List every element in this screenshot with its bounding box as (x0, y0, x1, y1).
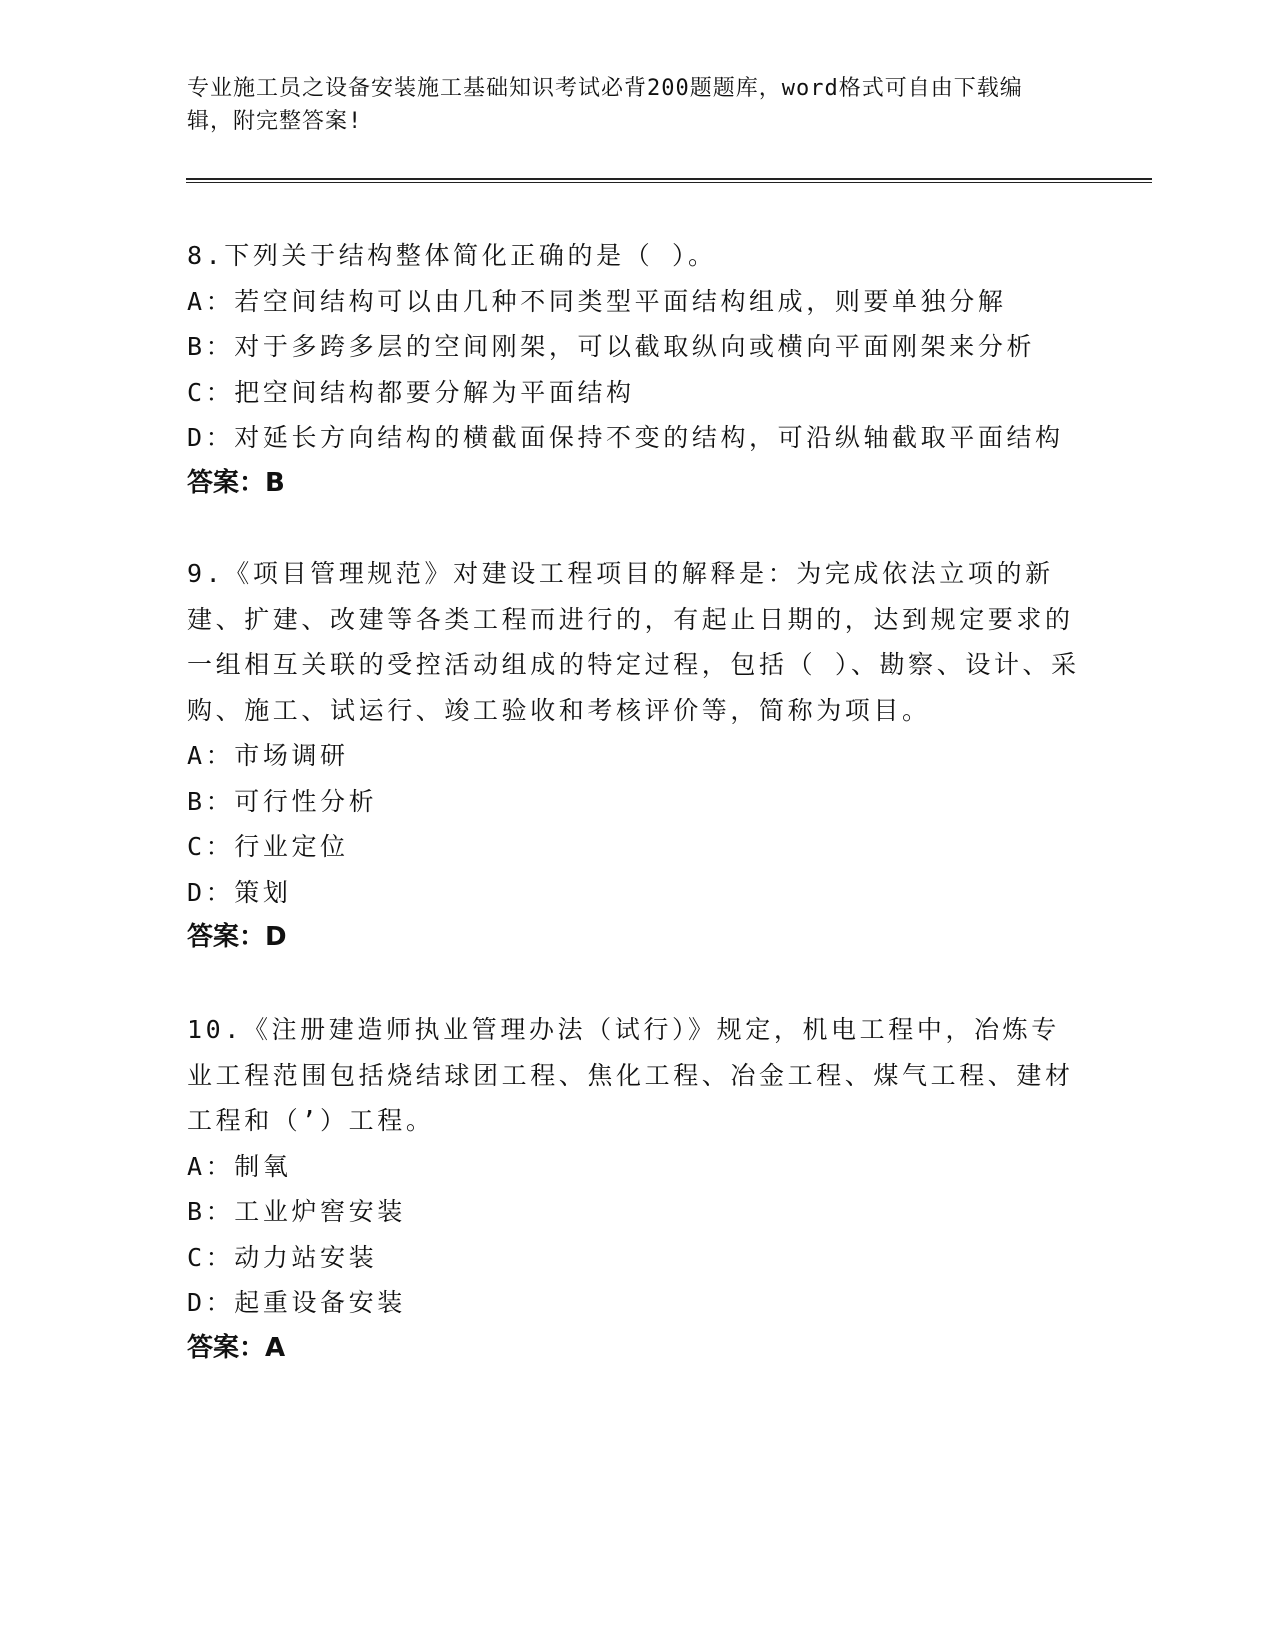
question-stem: 10.《注册建造师执业管理办法（试行）》规定，机电工程中，冶炼专业工程范围包括烧结球团工程、焦化工程、冶金工程、煤气工程、建材工程和（’）工程。 (187, 1015, 1074, 1135)
option-d: D：对延长方向结构的横截面保持不变的结构，可沿纵轴截取平面结构 (187, 423, 1064, 452)
question-10 (187, 1007, 1087, 1370)
page-header: 专业施工员之设备安装施工基础知识考试必背200题题库，word格式可自由下载编辑，附完整答案! (187, 76, 1023, 134)
option-d: D：起重设备安装 (187, 1288, 406, 1317)
question-stem: 9.《项目管理规范》对建设工程项目的解释是：为完成依法立项的新建、扩建、改建等各类工程而进行的，有起止日期的，达到规定要求的一组相互关联的受控活动组成的特定过程，包括（ ）、勘察、设计、采购、施工、试运行、竣工验收和考核评价等，简称为项目。 (187, 559, 1080, 725)
option-c: C：动力站安装 (187, 1242, 378, 1272)
question-9 (187, 551, 1087, 959)
option-b: B：可行性分析 (187, 786, 378, 816)
answer: 答案：D (187, 922, 287, 952)
option-b: B：对于多跨多层的空间刚架，可以截取纵向或横向平面刚架来分析 (187, 332, 1036, 361)
option-c: C：把空间结构都要分解为平面结构 (187, 377, 635, 407)
option-c: C：行业定位 (187, 832, 349, 861)
header-divider (186, 178, 1152, 183)
option-d: D：策划 (187, 877, 292, 907)
question-8 (187, 233, 1087, 505)
answer: 答案：A (187, 1332, 286, 1363)
question-stem: 8.下列关于结构整体简化正确的是（ ）。 (187, 241, 717, 270)
option-b: B：工业炉窖安装 (187, 1197, 406, 1226)
option-a: A：制氧 (187, 1151, 292, 1181)
answer: 答案：B (187, 467, 285, 498)
option-a: A：若空间结构可以由几种不同类型平面结构组成，则要单独分解 (187, 286, 1007, 316)
option-a: A：市场调研 (187, 741, 349, 770)
